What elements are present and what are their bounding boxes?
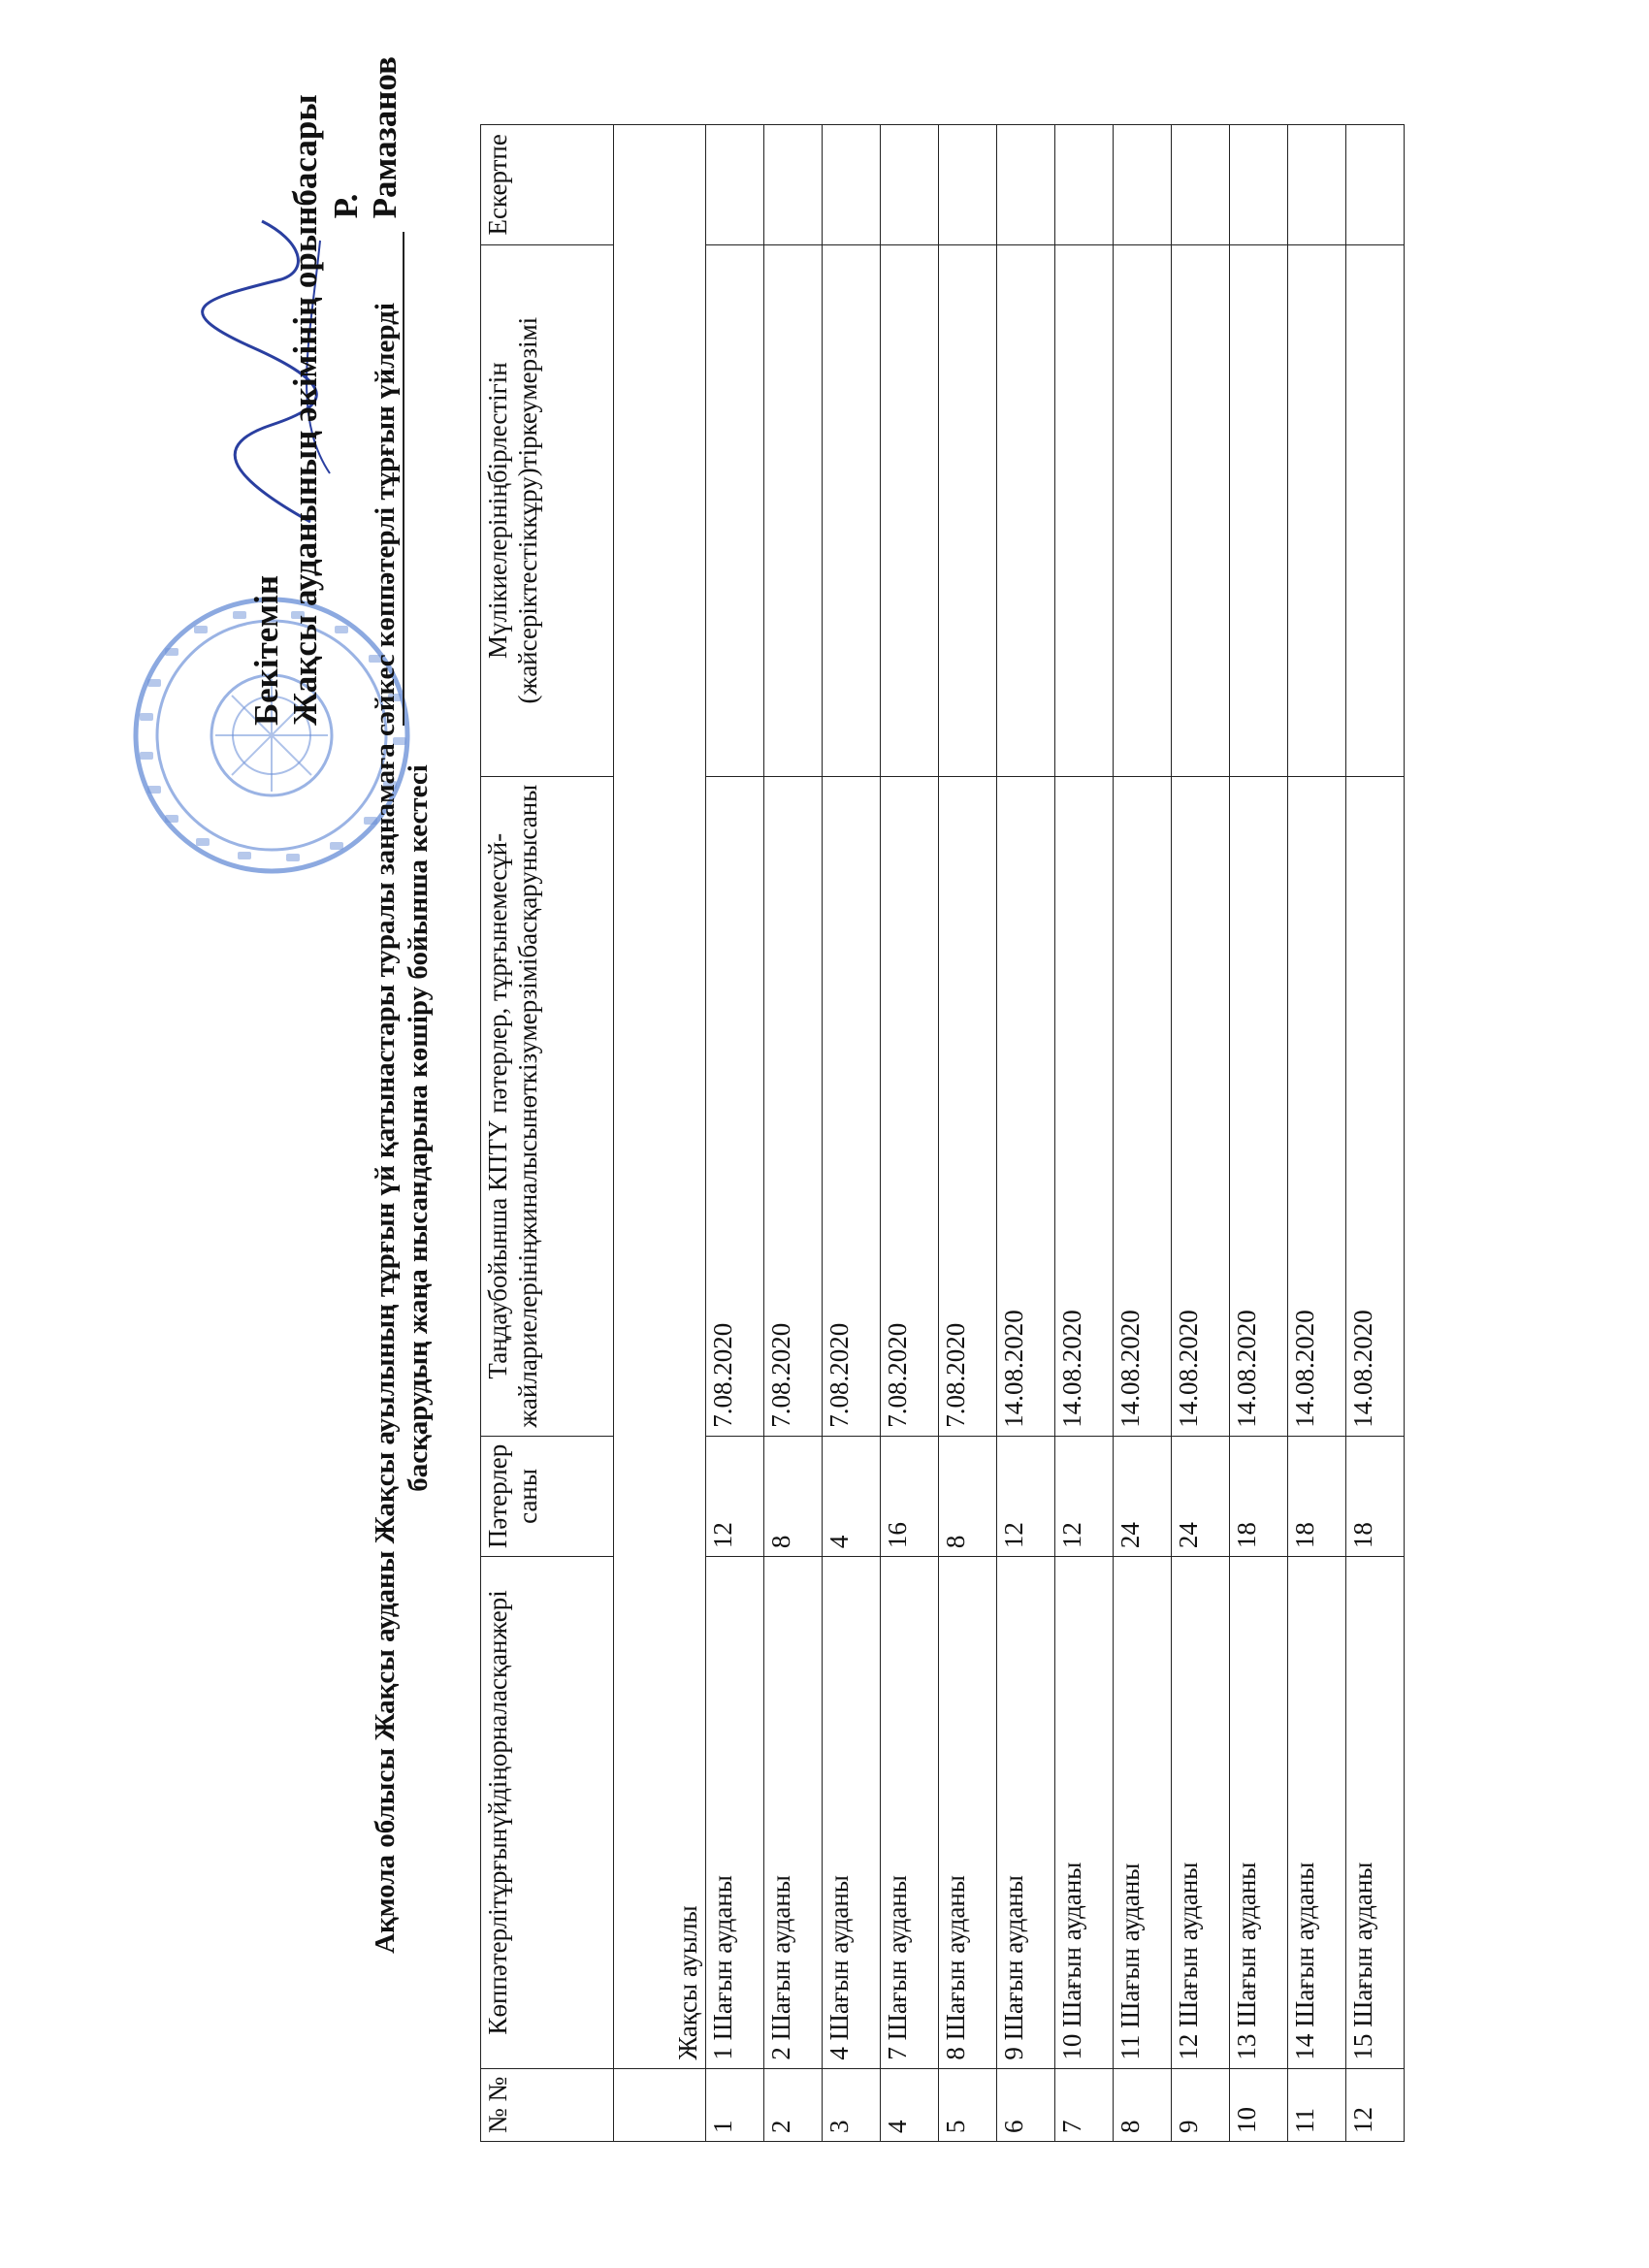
table-row [1172,125,1230,2142]
cell-registration [1172,244,1230,776]
cell-note [881,125,939,245]
cell-count: 18 [1288,1436,1346,1556]
cell-no: 8 [1114,2068,1172,2141]
cell-no: 2 [764,2068,823,2141]
cell-address: 4 Шағын ауданы [823,1557,881,2069]
cell-no: 9 [1172,2068,1230,2141]
table-header-row [481,125,614,2142]
table-row [1346,125,1405,2142]
cell-count: 16 [881,1436,939,1556]
cell-date: 7.08.2020 [706,776,764,1436]
cell-date: 14.08.2020 [1114,776,1172,1436]
cell-count: 12 [1055,1436,1114,1556]
cell-date: 7.08.2020 [939,776,997,1436]
cell-address: 11 Шағын ауданы [1114,1557,1172,2069]
table-row [764,125,823,2142]
approver-position: Жақсы ауданының әкімінің орынбасары [286,94,324,726]
cell-address: 10 Шағын ауданы [1055,1557,1114,2069]
cell-registration [706,244,764,776]
cell-no: 11 [1288,2068,1346,2141]
cell-address: 8 Шағын ауданы [939,1557,997,2069]
header-no: № № [481,2068,614,2141]
cell-no: 1 [706,2068,764,2141]
cell-date: 14.08.2020 [1230,776,1288,1436]
cell-count: 24 [1172,1436,1230,1556]
cell-address: 14 Шағын ауданы [1288,1557,1346,2069]
schedule-table [480,124,1405,2142]
group-row [614,125,706,2142]
cell-no: 10 [1230,2068,1288,2141]
cell-no: 3 [823,2068,881,2141]
cell-date: 14.08.2020 [1288,776,1346,1436]
cell-count: 12 [997,1436,1055,1556]
signer-name: Р. Рамазанов [327,56,404,219]
cell-date: 14.08.2020 [1172,776,1230,1436]
cell-address: 2 Шағын ауданы [764,1557,823,2069]
cell-no: 6 [997,2068,1055,2141]
document-title [369,124,435,2132]
cell-no: 12 [1346,2068,1405,2141]
table-row [1288,125,1346,2142]
cell-date: 7.08.2020 [823,776,881,1436]
cell-note [1055,125,1114,245]
cell-note [1230,125,1288,245]
header-note: Ескертпе [481,125,614,245]
cell-note [823,125,881,245]
approve-word: Бекітемін [247,574,285,726]
cell-no: 5 [939,2068,997,2141]
cell-count: 18 [1230,1436,1288,1556]
table-row [1055,125,1114,2142]
cell-address: 9 Шағын ауданы [997,1557,1055,2069]
cell-note [764,125,823,245]
cell-registration [997,244,1055,776]
cell-note [1346,125,1405,245]
cell-note [939,125,997,245]
cell-count: 8 [764,1436,823,1556]
cell-count: 18 [1346,1436,1405,1556]
group-cell-no [614,2068,706,2141]
cell-count: 24 [1114,1436,1172,1556]
cell-note [706,125,764,245]
cell-no: 7 [1055,2068,1114,2141]
cell-note [1172,125,1230,245]
cell-note [997,125,1055,245]
cell-address: 7 Шағын ауданы [881,1557,939,2069]
cell-registration [1114,244,1172,776]
table-row [1114,125,1172,2142]
cell-address: 13 Шағын ауданы [1230,1557,1288,2069]
header-registration: Мүлікиелерініңбірлестігін (жайсеріктестіккұру)тіркеумерзімі [481,244,614,776]
cell-date: 7.08.2020 [764,776,823,1436]
cell-no: 4 [881,2068,939,2141]
cell-count: 4 [823,1436,881,1556]
cell-address: 1 Шағын ауданы [706,1557,764,2069]
table-row [997,125,1055,2142]
cell-date: 14.08.2020 [1055,776,1114,1436]
cell-note [1114,125,1172,245]
title-line-2: басқарудың жаңа нысандарына көшіру бойынша кестесі [403,764,434,1492]
header-address: Көппәтерлітұрғынүйдіңорналасқанжері [481,1557,614,2069]
cell-registration [1288,244,1346,776]
cell-date: 7.08.2020 [881,776,939,1436]
cell-address: 15 Шағын ауданы [1346,1557,1405,2069]
cell-registration [1230,244,1288,776]
header-date: Таңдаубойынша КПТҮ пәтерлер, тұрғынемесұй-жайлариелерініңжиналысынөткізумерзімібасқарунысаны [481,776,614,1436]
cell-address: 12 Шағын ауданы [1172,1557,1230,2069]
cell-date: 14.08.2020 [1346,776,1405,1436]
cell-count: 12 [706,1436,764,1556]
cell-registration [764,244,823,776]
cell-registration [823,244,881,776]
table-row [1230,125,1288,2142]
table-row [939,125,997,2142]
cell-registration [881,244,939,776]
cell-count: 8 [939,1436,997,1556]
group-label: Жақсы ауылы [614,125,706,2069]
cell-note [1288,125,1346,245]
table-row [881,125,939,2142]
cell-registration [1055,244,1114,776]
header-count: Пәтерлер саны [481,1436,614,1556]
cell-date: 14.08.2020 [997,776,1055,1436]
title-line-1: Ақмола облысы Жақсы ауданы Жақсы ауылының тұрғын үй қатынастары туралы заңнамаға сәйкес көппәтерлі тұрғын үйлерді [370,303,401,1954]
table-row [823,125,881,2142]
cell-registration [1346,244,1405,776]
table-row [706,125,764,2142]
cell-registration [939,244,997,776]
